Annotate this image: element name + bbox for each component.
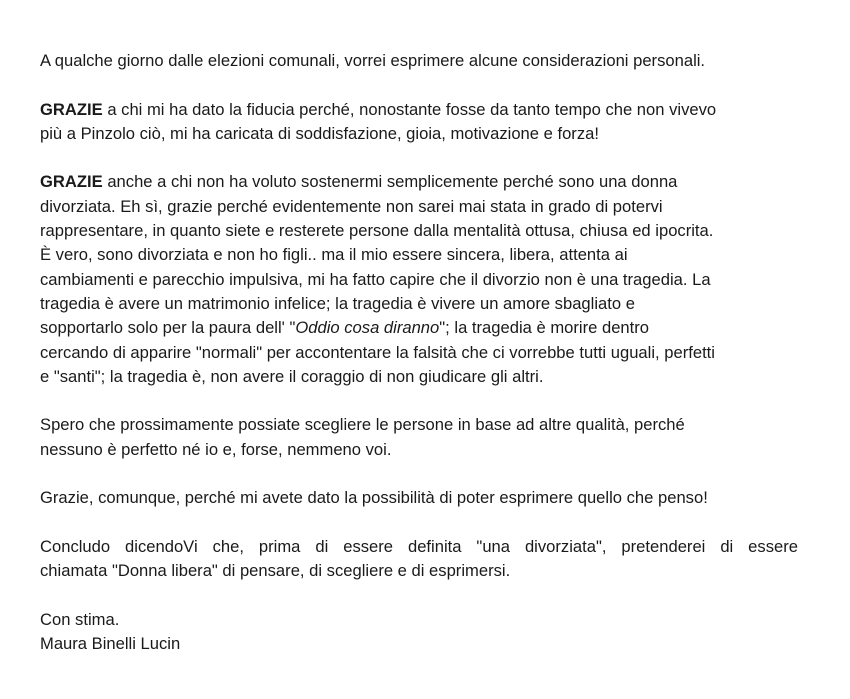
bold-lead-grazie: GRAZIE	[40, 172, 103, 192]
text-line: rappresentare, in quanto siete e resterete persone dalla mentalità ottusa, chiusa ed ipocrita.	[40, 221, 714, 241]
text-line	[40, 170, 800, 194]
paragraph-thanks-supporters	[40, 98, 800, 147]
closing-text: Con stima.	[40, 609, 120, 629]
text-line: più a Pinzolo ciò, mi ha caricata di soddisfazione, gioia, motivazione e forza!	[40, 123, 599, 143]
text-line: e "santi"; la tragedia è, non avere il coraggio di non giudicare gli altri.	[40, 366, 544, 386]
text-line-justified: Concludo dicendoVi che, prima di essere definita "una divorziata", pretenderei di essere	[40, 536, 798, 556]
paragraph-thanks-general	[40, 486, 800, 510]
signature-block	[40, 608, 800, 657]
paragraph-thanks-non-supporters	[40, 170, 800, 389]
paragraph-conclusion	[40, 535, 800, 584]
text-line: chiamata "Donna libera" di pensare, di scegliere e di esprimersi.	[40, 561, 511, 581]
text-line: tragedia è avere un matrimonio infelice; la tragedia è vivere un amore sbagliato e	[40, 293, 635, 313]
text-line: È vero, sono divorziata e non ho figli.. ma il mio essere sincera, libera, attenta ai	[40, 245, 628, 265]
text-line	[40, 316, 800, 340]
letter-document	[40, 49, 800, 656]
text-line: divorziata. Eh sì, grazie perché evidentemente non sarei mai stata in grado di potervi	[40, 196, 663, 216]
text-span: sopportarlo solo per la paura dell' "	[40, 318, 296, 338]
text-line: nessuno è perfetto né io e, forse, nemmeno voi.	[40, 439, 392, 459]
text-line: cercando di apparire "normali" per accontentare la falsità che ci vorrebbe tutti uguali, perfetti	[40, 342, 715, 362]
bold-lead-grazie: GRAZIE	[40, 99, 103, 119]
text-line: Spero che prossimamente possiate scegliere le persone in base ad altre qualità, perché	[40, 415, 685, 435]
signature-name: Maura Binelli Lucin	[40, 634, 181, 654]
text-line	[40, 98, 800, 122]
text-line: cambiamenti e parecchio impulsiva, mi ha fatto capire che il divorzio non è una tragedia. La	[40, 269, 711, 289]
text-line: A qualche giorno dalle elezioni comunali, vorrei esprimere alcune considerazioni personali.	[40, 51, 706, 70]
italic-quote: Oddio cosa diranno	[295, 318, 440, 338]
text-span: "; la tragedia è morire dentro	[439, 318, 650, 338]
text-span: anche a chi non ha voluto sostenermi semplicemente perché sono una donna	[102, 172, 678, 192]
text-line: Grazie, comunque, perché mi avete dato la possibilità di poter esprimere quello che penso!	[40, 488, 708, 508]
text-span: a chi mi ha dato la fiducia perché, nonostante fosse da tanto tempo che non vivevo	[102, 99, 717, 119]
paragraph-hope	[40, 413, 800, 462]
paragraph-intro	[40, 49, 800, 73]
